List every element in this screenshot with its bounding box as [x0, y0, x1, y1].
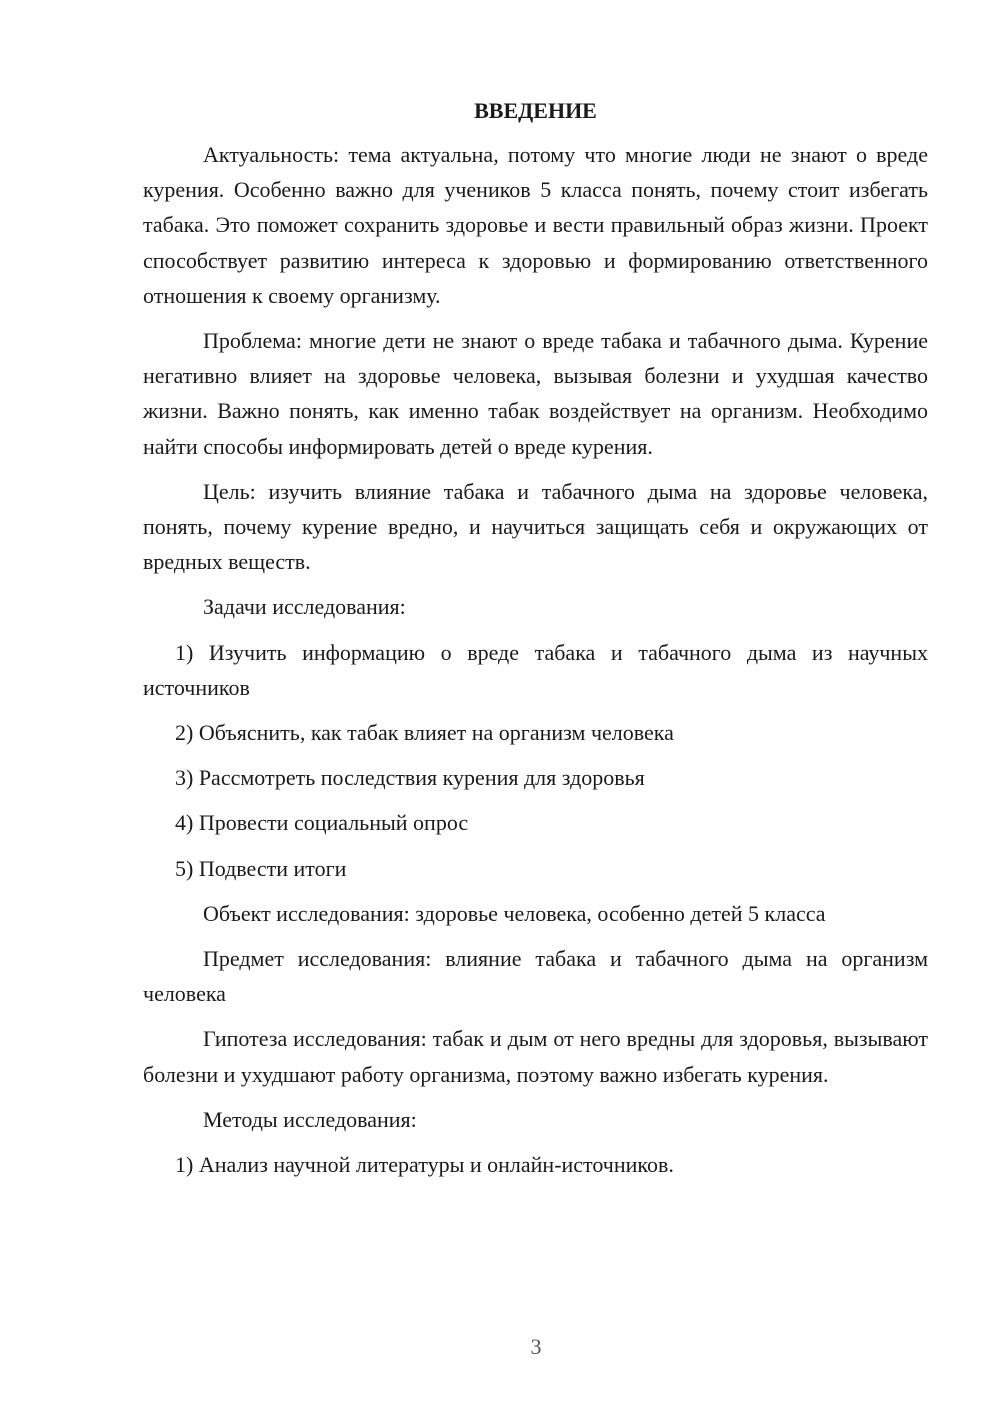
relevance-paragraph: Актуальность: тема актуальна, потому что многие люди не знают о вреде курения. Особенно важно для учеников 5 класса понять, почему стоит избегать табака. Это поможет сохранить здоровье и вести правильный образ жизни. Проект способствует развитию интереса к здоровью и формированию ответственного отношения к своему организму.	[143, 142, 928, 308]
section-title: ВВЕДЕНИЕ	[474, 98, 597, 123]
method-item-1: 1) Анализ научной литературы и онлайн-источников.	[175, 1152, 674, 1178]
object-paragraph: Объект исследования: здоровье человека, особенно детей 5 класса	[203, 900, 826, 926]
tasks-heading: Задачи исследования:	[203, 594, 406, 620]
document-page	[143, 95, 928, 1192]
page-number: 3	[530, 1334, 542, 1359]
goal-paragraph: Цель: изучить влияние табака и табачного дыма на здоровье человека, понять, почему курение вредно, и научиться защищать себя и окружающих от вредных веществ.	[143, 478, 928, 575]
task-item-3: 3) Рассмотреть последствия курения для здоровья	[175, 765, 645, 791]
task-item-5: 5) Подвести итоги	[175, 855, 347, 881]
hypothesis-paragraph: Гипотеза исследования: табак и дым от него вредны для здоровья, вызывают болезни и ухудшают работу организма, поэтому важно избегать курения.	[143, 1026, 928, 1087]
problem-paragraph: Проблема: многие дети не знают о вреде табака и табачного дыма. Курение негативно влияет на здоровье человека, вызывая болезни и ухудшая качество жизни. Важно понять, как именно табак воздействует на организм. Необходимо найти способы информировать детей о вреде курения.	[143, 328, 928, 459]
subject-paragraph: Предмет исследования: влияние табака и табачного дыма на организм человека	[143, 946, 928, 1007]
methods-heading: Методы исследования:	[203, 1106, 417, 1132]
task-item-2: 2) Объяснить, как табак влияет на организм человека	[175, 720, 674, 746]
task-item-1: 1) Изучить информацию о вреде табака и табачного дыма из научных источников	[143, 639, 928, 700]
task-item-4: 4) Провести социальный опрос	[175, 810, 469, 836]
